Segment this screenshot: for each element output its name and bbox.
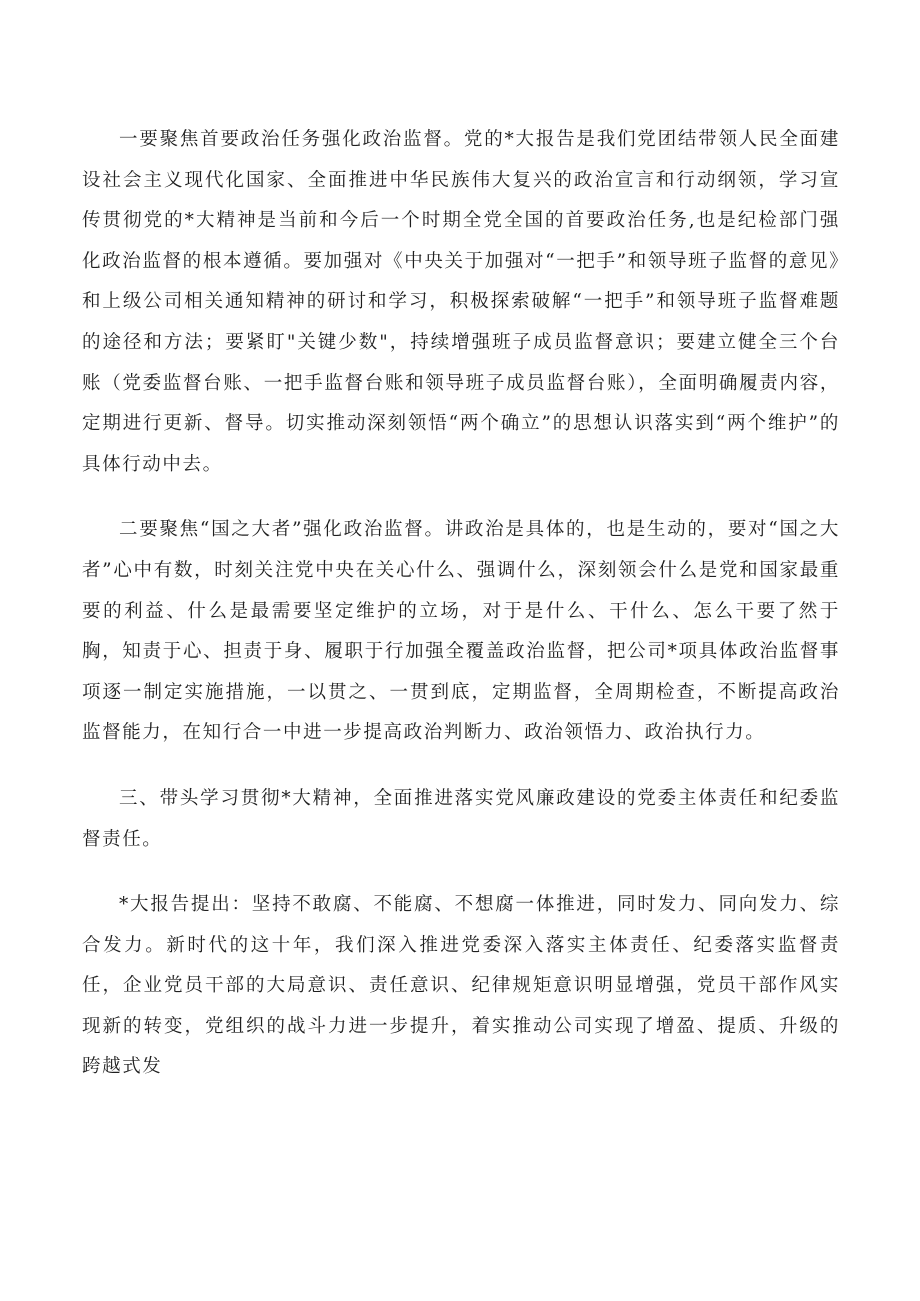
paragraph-report-proposal: *大报告提出：坚持不敢腐、不能腐、不想腐一体推进，同时发力、同向发力、综合发力。新时代的这十年，我们深入推进党委深入落实主体责任、纪委落实监督责任，企业党员干部的大局意识、责任意识、纪律规矩意识明显增强，党员干部作风实现新的转变，党组织的战斗力进一步提升，着实推动公司实现了增盈、提质、升级的跨越式发 bbox=[82, 894, 840, 1078]
document-body bbox=[82, 120, 840, 1088]
paragraph-section-three-heading: 三、带头学习贯彻*大精神，全面推进落实党风廉政建设的党委主体责任和纪委监督责任。 bbox=[82, 787, 840, 850]
paragraph-guozhidazhe: 二要聚焦“国之大者”强化政治监督。讲政治是具体的，也是生动的，要对“国之大者”心中有数，时刻关注党中央在关心什么、强调什么，深刻领会什么是党和国家最重要的利益、什么是最需要坚定维护的立场，对于是什么、干什么、怎么干要了然于胸，知责于心、担责于身、履职于行加强全覆盖政治监督，把公司*项具体政治监督事项逐一制定实施措施，一以贯之、一贯到底，定期监督，全周期检查，不断提高政治监督能力，在知行合一中进一步提高政治判断力、政治领悟力、政治执行力。 bbox=[82, 519, 840, 744]
paragraph-political-task: 一要聚焦首要政治任务强化政治监督。党的*大报告是我们党团结带领人民全面建设社会主义现代化国家、全面推进中华民族伟大复兴的政治宣言和行动纲领，学习宣传贯彻党的*大精神是当前和今后一个时期全党全国的首要政治任务,也是纪检部门强化政治监督的根本遵循。要加强对《中央关于加强对“一把手”和领导班子监督的意见》和上级公司相关通知精神的研讨和学习，积极探索破解“一把手”和领导班子监督难题的途径和方法；要紧盯"关键少数"，持续增强班子成员监督意识；要建立健全三个台账（党委监督台账、一把手监督台账和领导班子成员监督台账），全面明确履责内容，定期进行更新、督导。切实推动深刻领悟“两个确立”的思想认识落实到“两个维护”的具体行动中去。 bbox=[82, 129, 840, 475]
